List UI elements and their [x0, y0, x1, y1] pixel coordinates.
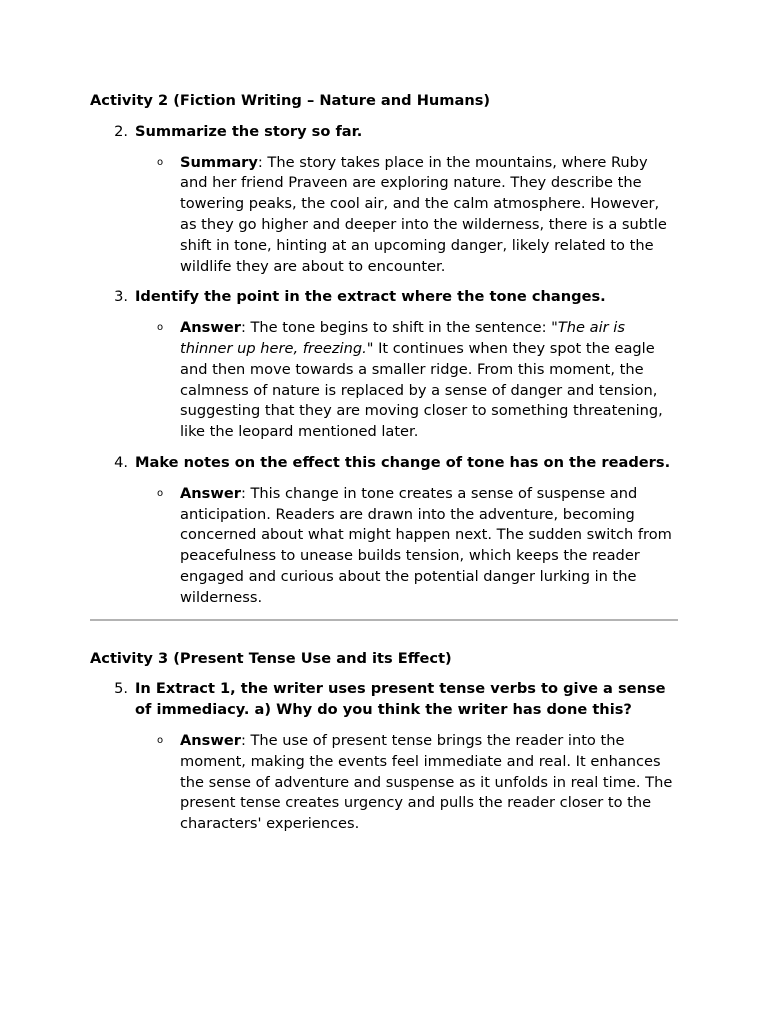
- section-divider: [90, 619, 678, 621]
- answer-label: Summary: [180, 153, 258, 171]
- question-4: [90, 453, 678, 474]
- answer-text-post: " It continues when they spot the eagle and then move towards a smaller ridge. From this moment, the calmness of nature is replaced by a sense of danger and tension, suggesting that they are moving closer to something threatening, like the leopard mentioned later.: [180, 339, 663, 441]
- question-3: [90, 287, 678, 308]
- activity-3-heading: Activity 3 (Present Tense Use and its Effect): [90, 649, 452, 667]
- question-5: [90, 679, 678, 721]
- bullet-marker: o: [157, 156, 164, 168]
- answer-4: [90, 484, 678, 609]
- question-text: Make notes on the effect this change of tone has on the readers.: [135, 453, 671, 471]
- answer-quote: The air is thinner up here, freezing.: [180, 319, 625, 357]
- bullet-marker: o: [157, 322, 164, 334]
- bullet-marker: o: [157, 734, 164, 746]
- answer-2: [90, 153, 678, 278]
- question-text: Summarize the story so far.: [135, 122, 363, 140]
- answer-3: [90, 318, 678, 443]
- activity-2-heading: Activity 2 (Fiction Writing – Nature and Humans): [90, 92, 491, 109]
- answer-5: [90, 731, 678, 835]
- bullet-marker: o: [157, 487, 164, 499]
- question-number: 4.: [114, 453, 128, 471]
- answer-text: : The story takes place in the mountains, where Ruby and her friend Praveen are exploring nature. They describe the towering peaks, the cool air, and the calm atmosphere. However, as they go higher and deeper into the wilderness, there is a subtle shift in tone, hinting at an upcoming danger, likely related to the wildlife they are about to encounter.: [180, 153, 667, 275]
- question-2: [90, 122, 678, 143]
- question-number: 3.: [114, 288, 128, 306]
- answer-text: : The use of present tense brings the reader into the moment, making the events feel immediate and real. It enhances the sense of adventure and suspense as it unfolds in real time. The present tense creates urgency and pulls the reader closer to the characters' experiences.: [180, 731, 673, 833]
- answer-text: : This change in tone creates a sense of suspense and anticipation. Readers are drawn into the adventure, becoming concerned about what might happen next. The sudden switch from peacefulness to unease builds tension, which keeps the reader engaged and curious about the potential danger lurking in the wilderness.: [180, 484, 672, 606]
- question-text: In Extract 1, the writer uses present tense verbs to give a sense of immediacy. a) Why do you think the writer has done this?: [135, 680, 666, 719]
- answer-label: Answer: [180, 731, 241, 749]
- answer-label: Answer: [180, 319, 241, 337]
- answer-label: Answer: [180, 484, 241, 502]
- question-number: 5.: [114, 680, 128, 698]
- question-text: Identify the point in the extract where the tone changes.: [135, 288, 606, 306]
- answer-text-pre: : The tone begins to shift in the sentence: ": [240, 319, 558, 337]
- question-number: 2.: [114, 122, 128, 140]
